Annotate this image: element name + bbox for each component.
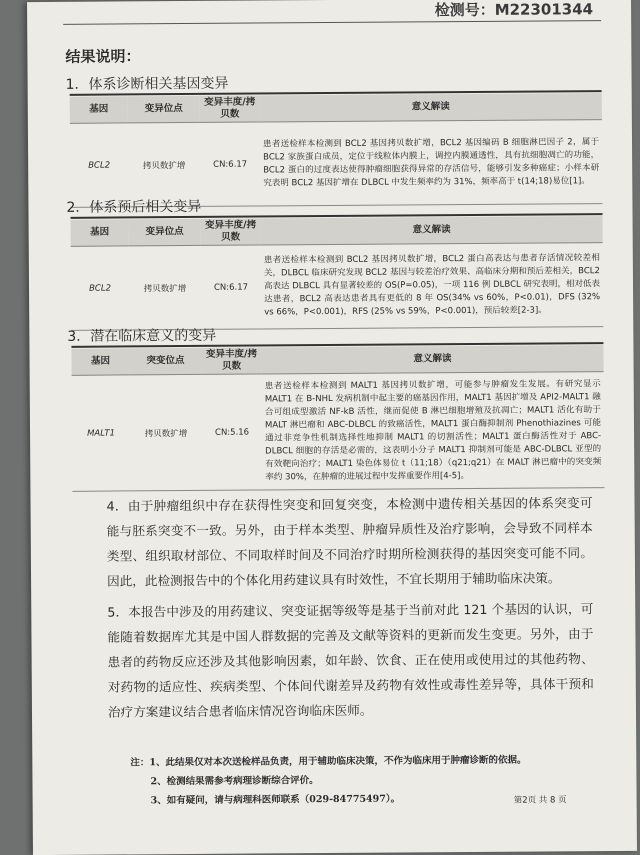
col-abundance: 变异丰度/拷贝数 — [201, 347, 261, 374]
col-variant-site: 变异位点 — [129, 219, 201, 246]
gene-cell: BCL2 — [71, 246, 130, 330]
section-2-table — [71, 216, 604, 331]
col-interpretation: 意义解读 — [261, 345, 603, 374]
abundance-cell: CN:6.17 — [201, 245, 262, 329]
report-page — [27, 0, 637, 855]
section-1-table — [70, 93, 603, 208]
gene-cell: BCL2 — [70, 123, 129, 207]
page-number: 第2页 共 8 页 — [513, 795, 567, 806]
section-3-title: 3．潜在临床意义的变异 — [67, 327, 217, 345]
interpretation-cell: 患者送检样本检测到 BCL2 基因拷贝数扩增，BCL2 蛋白高表达与患者存活情况较差相关，DLBCL 临床研究发现 BCL2 基因与较差治疗效果、高临床分期和预后差相关，BCL2 高表达 DLBCL 具有显著较差的 OS(P=0.05)，一项 116 例 DLBCL 研究表明，相对低表达患者，BCL2 高表达患者具有更低的 8 年 OS(34% vs 60%，P<0.01)，DFS (32% vs 66%，P<0.001)，RFS (25% vs 59%，P<0.001)，预后较差[2-3]。 — [261, 243, 604, 329]
note-paragraph-4: 4．由于肿瘤组织中存在获得性突变和回复突变，本检测中遗传相关基因的体系突变可能与胚系突变不一致。另外，由于样本类型、肿瘤异质性及治疗影响，会导致不同样本类型、组织取材部位、不同取样时间及不同治疗时期所检测获得的基因突变可能不同。因此，此检测报告中的个体化用药建议具有时效性，不宜长期用于辅助临床决策。 — [106, 495, 593, 589]
col-gene: 基因 — [71, 219, 129, 246]
col-mutation-site: 突变位点 — [129, 348, 201, 375]
col-gene: 基因 — [71, 348, 129, 375]
site-cell: 拷贝数扩增 — [130, 374, 203, 490]
section-1-title: 1．体系诊断相关基因变异 — [65, 75, 229, 93]
table-header-row — [70, 93, 602, 123]
section-3-table — [71, 345, 604, 492]
interpretation-cell: 患者送检样本检测到 BCL2 基因拷贝数扩增，BCL2 基因编码 B 细胞淋巴因子 2，属于 BCL2 家族蛋白成员，定位于线粒体内膜上，调控内膜通透性，具有抗细胞凋亡的功能，BCL2 蛋白的过度表达使得肿瘤细胞获得异常的存活信号，能够引发多种癌症；小样本研究表明 BCL2 基因扩增在 DLBCL 中发生频率约为 31%，频率高于 t(14;18)易位[1]。 — [260, 120, 603, 206]
col-variant-site: 变异位点 — [128, 96, 200, 123]
table-header-row — [71, 216, 603, 246]
abundance-cell: CN:5.16 — [202, 374, 263, 490]
results-title: 结果说明： — [65, 47, 141, 66]
col-gene: 基因 — [70, 96, 128, 123]
section-2-title: 2．体系预后相关变异 — [66, 198, 202, 216]
footnote-2: 2、检测结果需参考病理诊断综合评价。 — [150, 775, 319, 788]
footnote-1: 注：1、此结果仅对本次送检样品负责，用于辅助临床决策，不作为临床用于肿瘤诊断的依据。 — [130, 754, 527, 769]
note-paragraph-5: 5．本报告中涉及的用药建议、突变证据等级等是基于当前对此 121 个基因的认识，可能随着数据库尤其是中国人群数据的完善及文献等资料的更新而发生变更。另外，由于患者的药物反应还涉及其他影响因素，如年龄、饮食、正在使用或使用过的其他药物、对药物的适应性、疾病类型、个体间代谢差异及药物有效性或毒性差异等，具体干预和治疗方案建议结合患者临床情况咨询临床医师。 — [107, 601, 594, 720]
col-abundance: 变异丰度/拷贝数 — [200, 95, 260, 122]
col-abundance: 变异丰度/拷贝数 — [201, 218, 261, 245]
table-row — [72, 372, 605, 492]
col-interpretation: 意义解读 — [260, 93, 602, 122]
table-header-row — [71, 345, 603, 375]
site-cell: 拷贝数扩增 — [128, 122, 201, 207]
header-divider — [63, 20, 601, 25]
table-row — [71, 243, 604, 331]
site-cell: 拷贝数扩增 — [129, 245, 202, 330]
footnote-3: 3、如有疑问，请与病理科医师联系（029-84775497）。 — [150, 793, 401, 807]
interpretation-cell: 患者送检样本检测到 MALT1 基因拷贝数扩增，可能参与肿瘤发生发展。有研究显示 MALT1 在 B-NHL 发病机制中起主要的癌基因作用，MALT1 基因扩增及 API2-MALT1 融合可组成型激活 NF-kB 活性，继而促使 B 淋巴细胞增殖及抗凋亡；MALT1 活化有助于 MALT 淋巴瘤和 ABC-DLBCL 的致癌活性，MALT1 蛋白酶抑制剂 Phenothiazines 可能通过非竞争性机制选择性地抑制 MALT1 的切割活性；MALT1 蛋白酶活性对于 ABC-DLBCL 细胞的存活是必需的，这表明小分子 MALT1 抑制剂可能是 ABC-DLBCL 亚型的有效靶向治疗；MALT1 染色体易位 t（11;18）（q21;q21）在 MALT 淋巴瘤中的突变频率约 30%，在肿瘤的进展过程中发挥重要作用[4-5]。 — [262, 372, 605, 490]
abundance-cell: CN:6.17 — [200, 122, 261, 206]
col-interpretation: 意义解读 — [261, 216, 603, 245]
report-number: 检测号：M22301344 — [434, 0, 594, 20]
table-row — [70, 120, 603, 208]
gene-cell: MALT1 — [72, 375, 131, 491]
